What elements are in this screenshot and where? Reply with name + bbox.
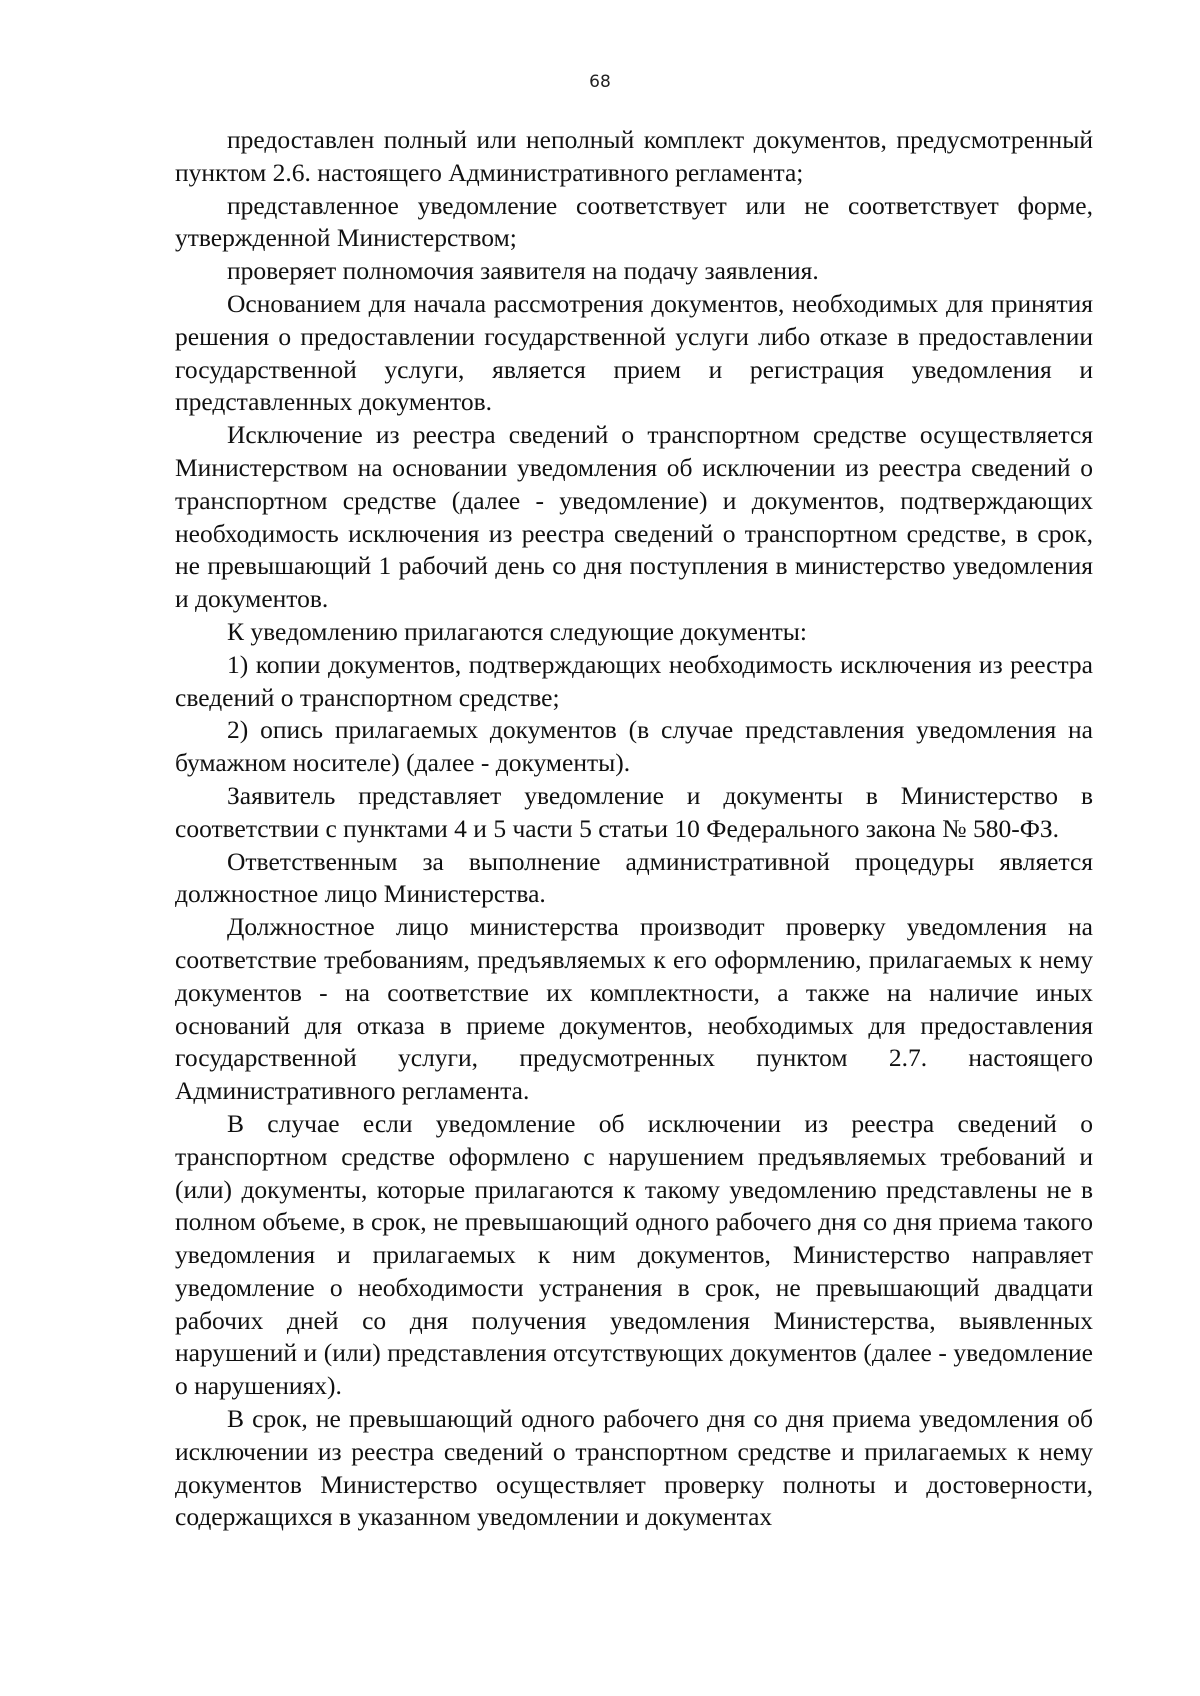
- paragraph-responsible-official: Ответственным за выполнение административной процедуры является должностное лицо Министерства.: [175, 846, 1093, 909]
- paragraph-violations-notice: В случае если уведомление об исключении из реестра сведений о транспортном средстве оформлено с нарушением предъявляемых требований и (или) документы, которые прилагаются к такому уведомлению представлены не в полном объеме, в срок, не превышающий одного рабочего дня со дня приема такого уведомления и прилагаемых к ним документов, Министерство направляет уведомление о необходимости устранения в срок, не превышающий двадцати рабочих дней со дня получения уведомления Министерства, выявленных нарушений и (или) представления отсутствующих документов (далее - уведомление о нарушениях).: [175, 1108, 1093, 1401]
- page-number: 68: [589, 72, 611, 92]
- paragraph-item-2-inventory: 2) опись прилагаемых документов (в случае представления уведомления на бумажном носителе) (далее - документы).: [175, 715, 1093, 778]
- paragraph-form-compliance: представленное уведомление соответствует или не соответствует форме, утвержденной Министерством;: [175, 190, 1093, 253]
- paragraph-continuation-complete-set: предоставлен полный или неполный комплект документов, предусмотренный пунктом 2.6. настоящего Административного регламента;: [175, 125, 1093, 187]
- paragraph-applicant-submits: Заявитель представляет уведомление и документы в Министерство в соответствии с пунктами 4 и 5 части 5 статьи 10 Федерального закона № 580-ФЗ.: [175, 780, 1093, 843]
- paragraph-attached-documents-intro: К уведомлению прилагаются следующие документы:: [227, 616, 808, 646]
- paragraph-official-checks: Должностное лицо министерства производит проверку уведомления на соответствие требованиям, предъявляемых к его оформлению, прилагаемых к нему документов - на соответствие их комплектности, а также на наличие иных оснований для отказа в приеме документов, необходимых для предоставления государственной услуги, предусмотренных пунктом 2.7. настоящего Административного регламента.: [175, 912, 1093, 1106]
- paragraph-grounds-for-review: Основанием для начала рассмотрения документов, необходимых для принятия решения о предоставлении государственной услуги либо отказе в предоставлении государственной услуги, является прием и регистрация уведомления и представленных документов.: [175, 288, 1093, 417]
- paragraph-exclusion-from-registry: Исключение из реестра сведений о транспортном средстве осуществляется Министерством на основании уведомления об исключении из реестра сведений о транспортном средстве (далее - уведомление) и документов, подтверждающих необходимость исключения из реестра сведений о транспортном средстве, в срок, не превышающий 1 рабочий день со дня поступления в министерство уведомления и документов.: [175, 420, 1093, 614]
- paragraph-check-authority: проверяет полномочия заявителя на подачу заявления.: [227, 256, 819, 286]
- paragraph-completeness-check: В срок, не превышающий одного рабочего дня со дня приема уведомления об исключении из реестра сведений о транспортном средстве и прилагаемых к нему документов Министерство осуществляет проверку полноты и достоверности, содержащихся в указанном уведомлении и документах: [175, 1404, 1093, 1532]
- paragraph-item-1-copies: 1) копии документов, подтверждающих необходимость исключения из реестра сведений о транспортном средстве;: [175, 649, 1093, 712]
- document-body: [175, 124, 1093, 1534]
